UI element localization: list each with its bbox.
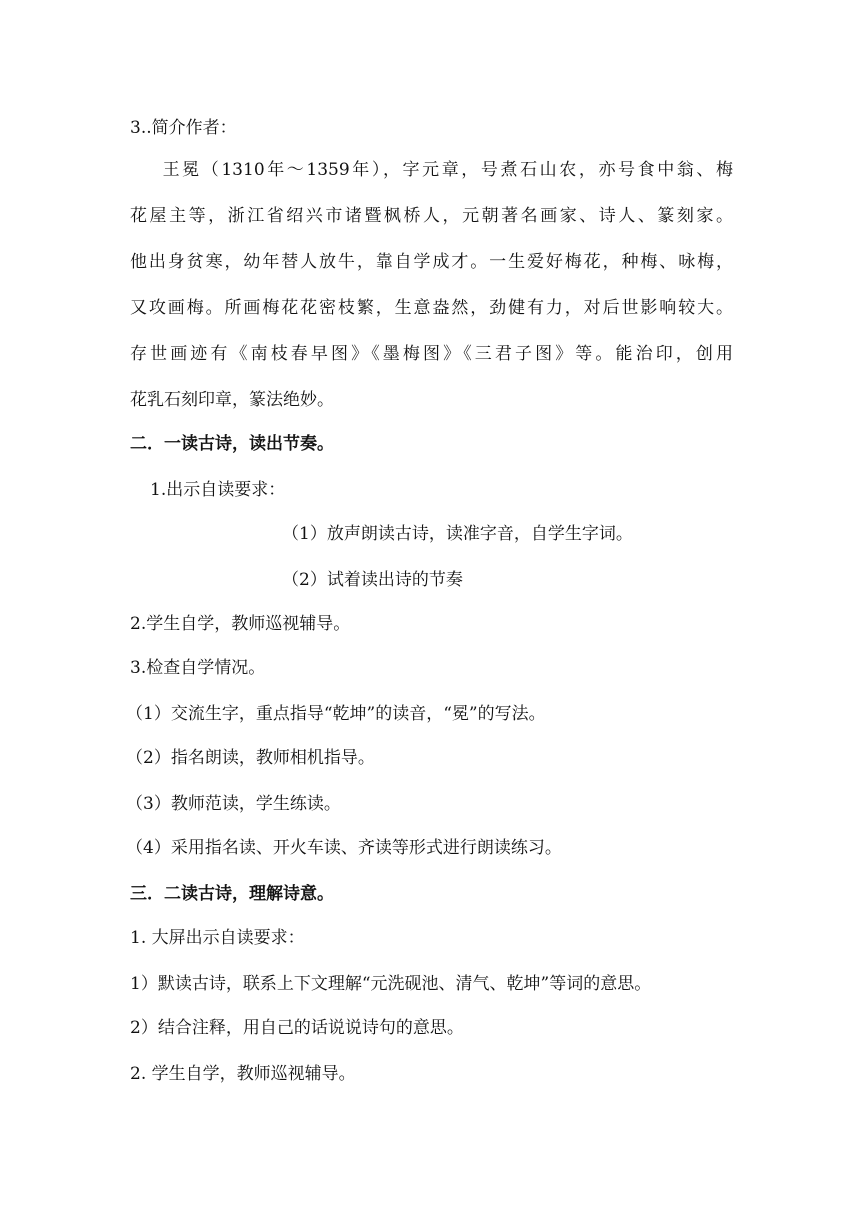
section-2-item-3: 3.检查自学情况。 (130, 658, 266, 678)
section-2-check-4: （4）采用指名读、开火车读、齐读等形式进行朗读练习。 (126, 838, 562, 858)
section-3-heading: 三．二读古诗，理解诗意。 (130, 884, 334, 904)
author-bio-line-6: 花乳石刻印章，篆法绝妙。 (130, 390, 334, 410)
section-3-requirement-1: 1）默读古诗，联系上下文理解“元洗砚池、清气、乾坤”等词的意思。 (130, 974, 652, 994)
author-bio-line-1-text: 王冕（1310年～1359年），字元章，号煮石山农，亦号食中翁、梅 (160, 160, 733, 180)
section-2-item-1: 1.出示自读要求： (150, 480, 286, 500)
section-2-heading: 二．一读古诗，读出节奏。 (130, 434, 334, 454)
author-bio-line-4: 又攻画梅。所画梅花花密枝繁，生意盎然，劲健有力，对后世影响较大。 (130, 298, 733, 318)
author-bio-line-2: 花屋主等，浙江省绍兴市诸暨枫桥人，元朝著名画家、诗人、篆刻家。 (130, 206, 733, 226)
section-2-requirement-1: （1）放声朗读古诗，读准字音，自学生字词。 (282, 524, 633, 544)
section-3-item-2: 2. 学生自学，教师巡视辅导。 (130, 1064, 356, 1084)
section-2-requirement-2: （2）试着读出诗的节奏 (282, 570, 463, 590)
section-3-item-1: 1. 大屏出示自读要求： (130, 928, 305, 948)
section-2-check-2: （2）指名朗读，教师相机指导。 (126, 748, 375, 768)
section-3-requirement-2: 2）结合注释，用自己的话说说诗句的意思。 (130, 1018, 464, 1038)
section-2-item-2: 2.学生自学，教师巡视辅导。 (130, 614, 351, 634)
author-bio-line-3: 他出身贫寒，幼年替人放牛，靠自学成才。一生爱好梅花，种梅、咏梅， (130, 252, 733, 272)
author-intro-heading: 3..简介作者： (130, 118, 237, 138)
section-2-check-3: （3）教师范读，学生练读。 (126, 794, 341, 814)
author-bio-line-1 (130, 158, 733, 182)
author-bio-line-5: 存世画迹有《南枝春早图》《墨梅图》《三君子图》等。能治印，创用 (130, 344, 733, 364)
section-2-check-1: （1）交流生字，重点指导“乾坤”的读音，“冕”的写法。 (126, 704, 546, 724)
